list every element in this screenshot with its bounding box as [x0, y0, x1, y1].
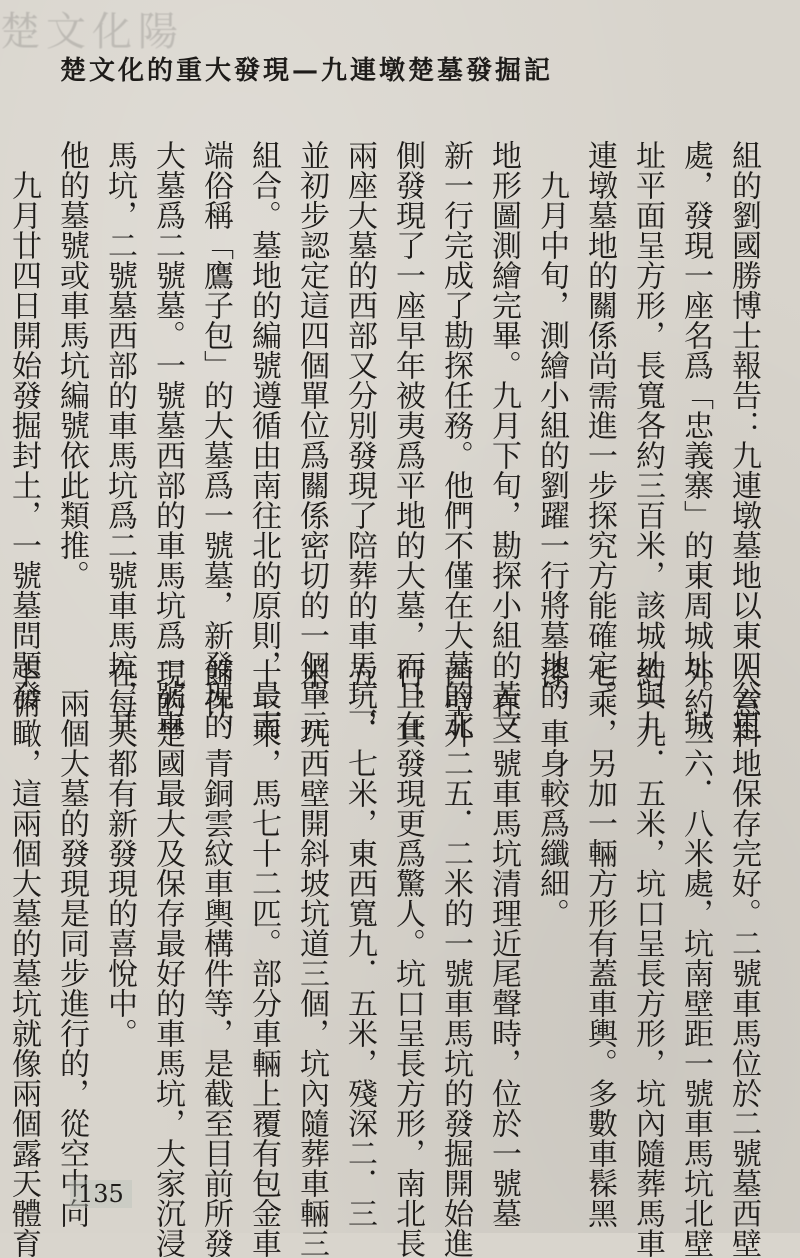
text-column: 組的劉國勝博士報告：九連墩墓地以東四公里 [726, 140, 761, 740]
text-column: 新一行完成了勘探任務。他們不僅在大墓的北 [438, 140, 473, 740]
text-column: 下俯瞰，這兩個大墓的墓坑就像兩個露天體育 [6, 658, 41, 1258]
text-column: 在二號車馬坑清理近尾聲時，位於一號墓 [486, 658, 521, 1228]
text-column: 約一九．五米，坑口呈長方形，坑內隨葬馬車 [630, 658, 665, 1258]
text-column: 五二．七米，東西寬九．五米，殘深二．三 [342, 658, 377, 1228]
text-column: 大墓爲二號墓。一號墓西部的車馬坑爲一號車 [150, 140, 185, 740]
text-column: 地形圖測繪完畢。九月下旬，勘探小組的黃文 [486, 140, 521, 740]
text-column: 行，其發現更爲驚人。坑口呈長方形，南北長 [390, 658, 425, 1258]
text-column: 十三乘，馬七十二匹。部分車輛上覆有包金車 [246, 658, 281, 1258]
text-column: 兩個大墓的發現是同步進行的，從空中向 [54, 658, 89, 1228]
text-column: 馬坑，二號墓西部的車馬坑爲二號車馬坑，其 [102, 140, 137, 740]
text-column: 組合。墓地的編號遵循由南往北的原則，最南 [246, 140, 281, 740]
text-block-top [6, 140, 761, 740]
text-column: 他的墓號或車馬坑編號依此類推。 [54, 140, 89, 590]
text-column: 址平面呈方形，長寬各約三百米，該城址與九 [630, 140, 665, 740]
text-column: 漆，車身較爲纖細。 [534, 658, 569, 928]
text-column: 並初步認定這四個單位爲關係密切的一個單元 [294, 140, 329, 740]
text-column: 處，發現一座名爲「忠義寨」的東周城址。城 [678, 140, 713, 740]
text-column: 現的楚國最大及保存最好的車馬坑，大家沉浸 [150, 658, 185, 1258]
running-head: 楚文化的重大發現—九連墩楚墓發掘記 [60, 56, 554, 86]
text-column: 九月廿四日開始發掘封土，一號墓問題發 [6, 140, 41, 710]
text-column: 九月中旬，測繪小組的劉躍一行將墓地的 [534, 140, 569, 710]
text-column: 兩座大墓的西部又分別發現了陪葬的車馬坑， [342, 140, 377, 740]
text-column: 米。坑西壁開斜坡坑道三個，坑內隨葬車輛三 [294, 658, 329, 1258]
text-column: 端俗稱「鷹子包」的大墓爲一號墓，新發現的 [198, 140, 233, 740]
text-column: 連墩墓地的關係尚需進一步探究方能確定。 [582, 140, 617, 710]
text-column: 人意料地保存完好。二號車馬位於二號墓西壁 [726, 658, 761, 1258]
text-column: 外約二六．八米處，坑南壁距一號車馬坑北壁 [678, 658, 713, 1258]
page-number: 135 [70, 1180, 132, 1208]
text-column: 西壁外二五．二米的一號車馬坑的發掘開始進 [438, 658, 473, 1258]
text-column: 飾件、青銅雲紋車輿構件等，是截至目前所發 [198, 658, 233, 1258]
text-column: 側發現了一座早年被夷爲平地的大墓，而且在 [390, 140, 425, 740]
text-column: 在每天都有新發現的喜悅中。 [102, 658, 137, 1048]
bleed-through-text: 楚文化陽 [0, 9, 184, 55]
text-column: 七乘，另加一輛方形有蓋車輿。多數車髹黑 [582, 658, 617, 1228]
